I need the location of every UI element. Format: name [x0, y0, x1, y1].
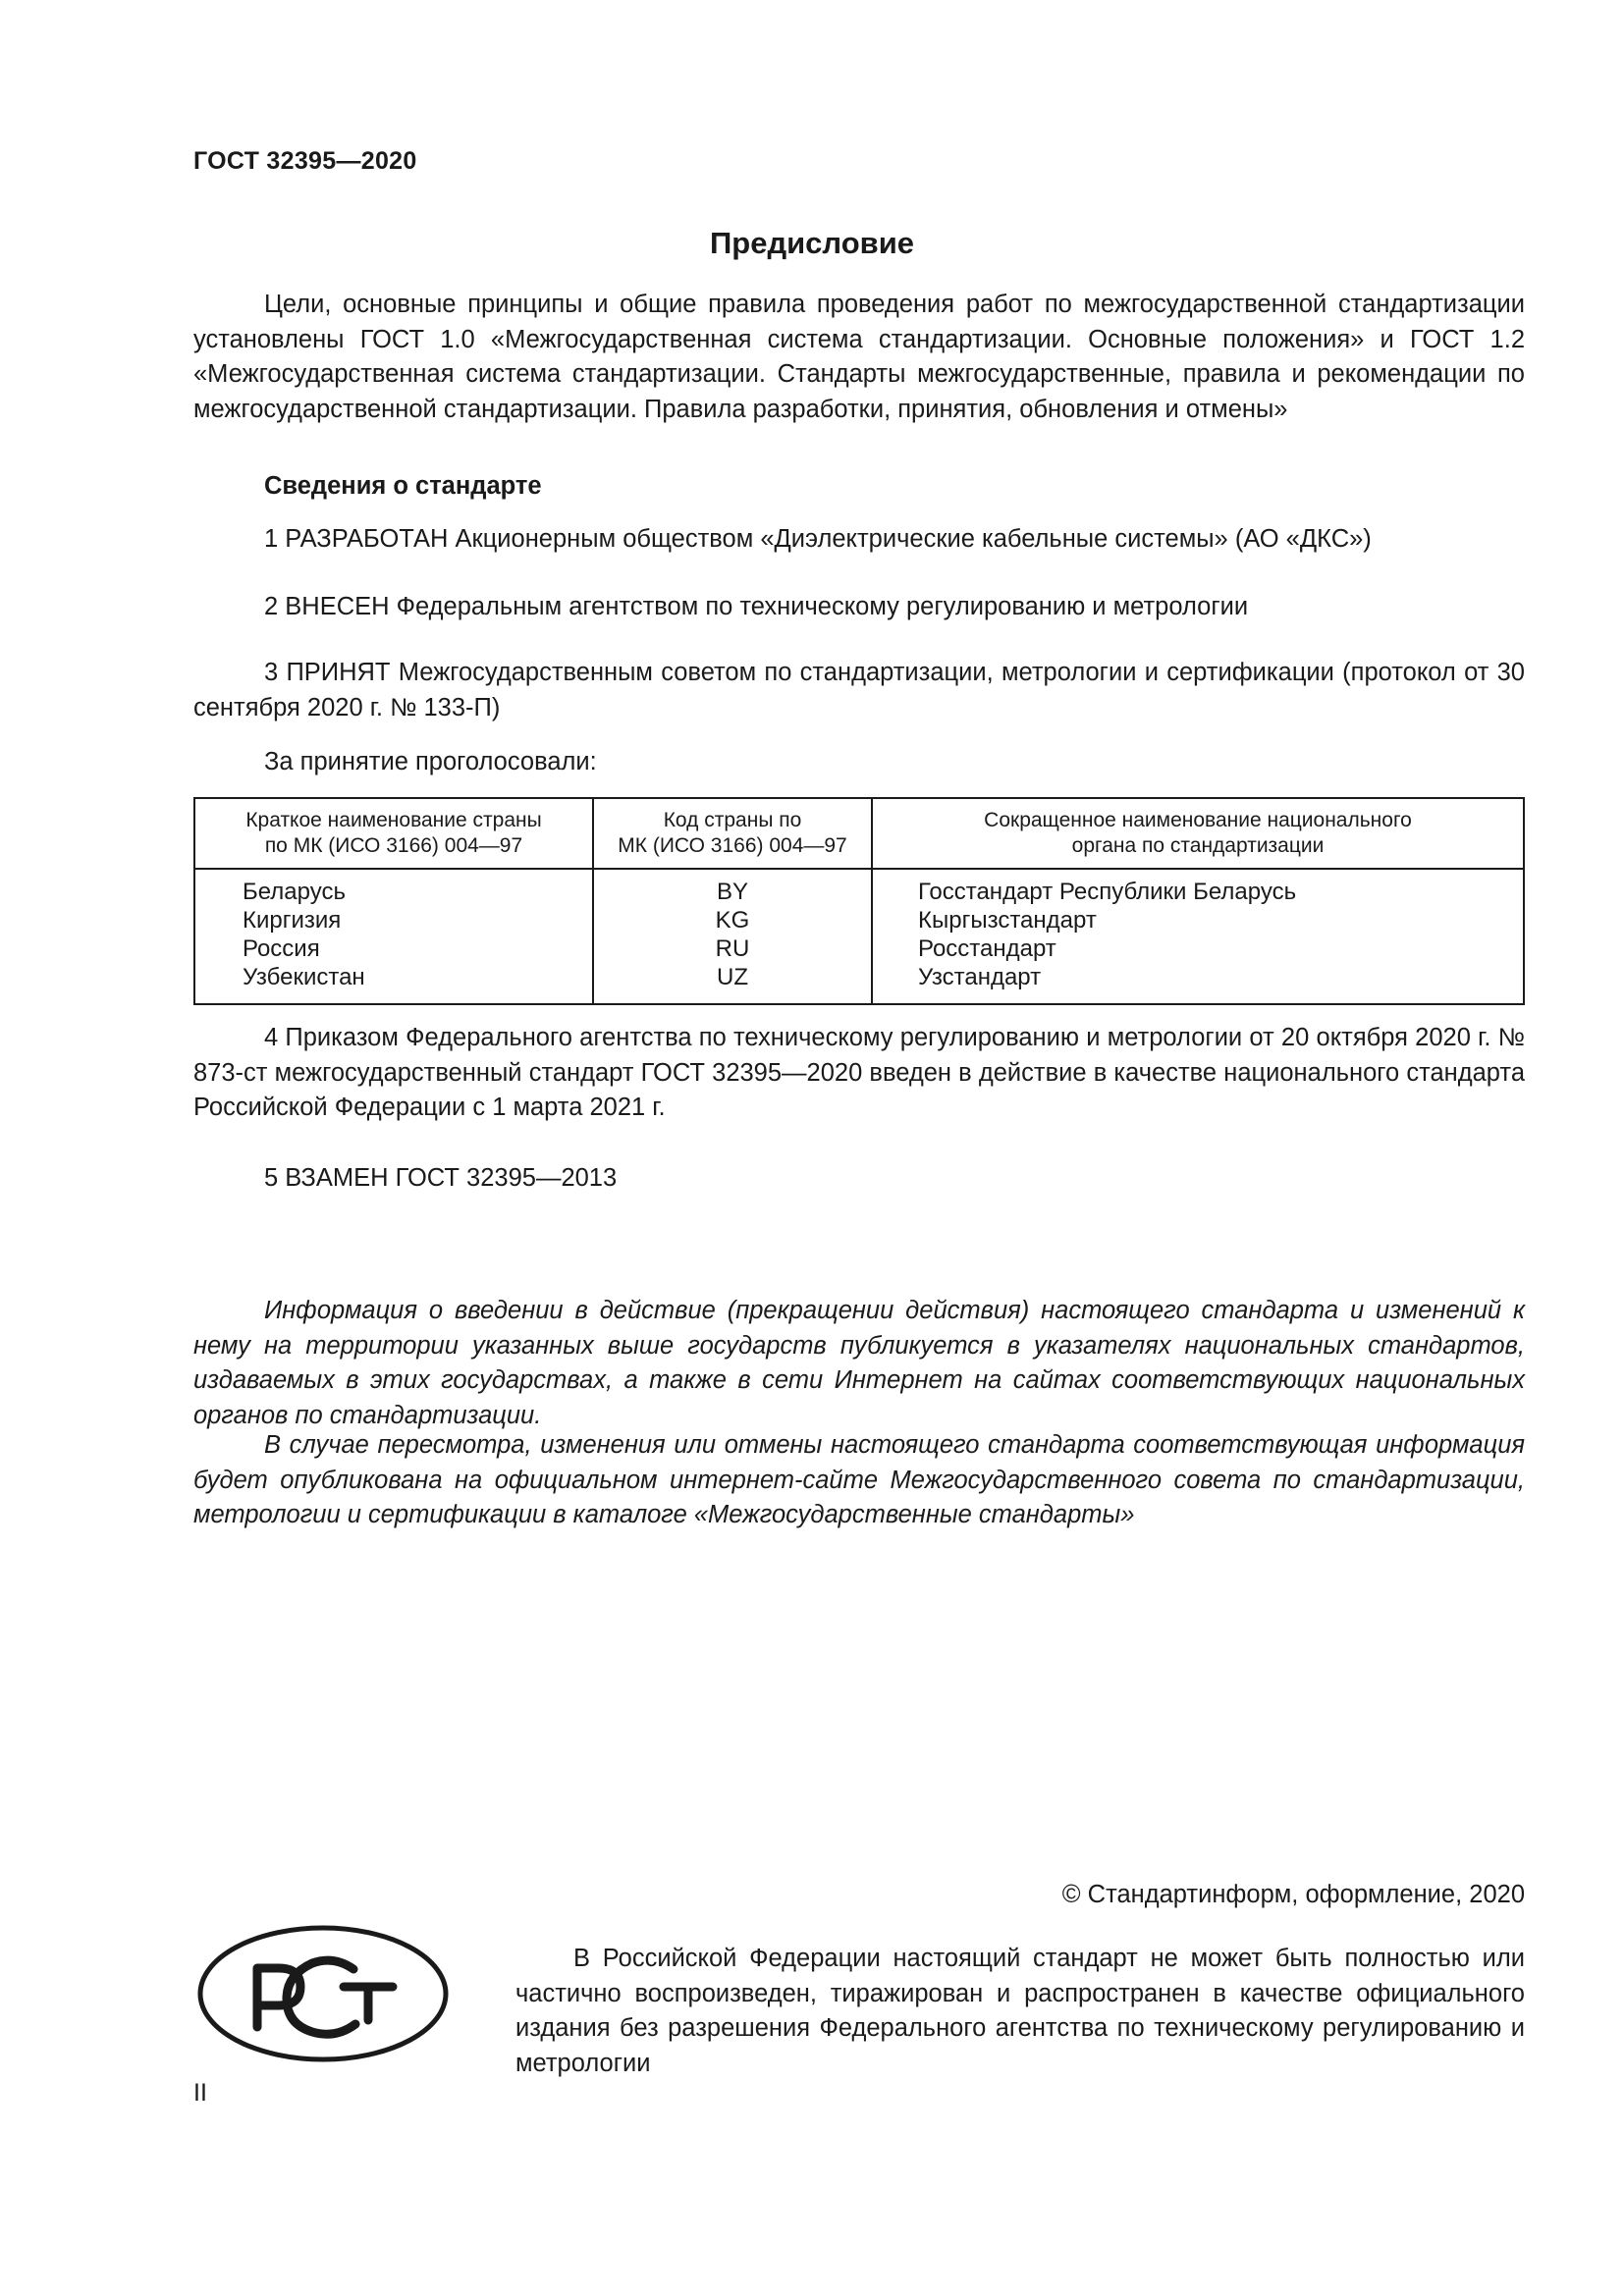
item-enacted: 4 Приказом Федерального агентства по техническому регулированию и метрологии от 20 октября 2020 г. № 873-ст межгосударственный стандарт ГОСТ 32395—2020 введен в действие в качестве национального стандарта Российской Федерации с 1 марта 2021 г. [193, 1024, 1525, 1121]
voting-countries-table [193, 797, 1525, 1005]
header-country-name: Краткое наименование страны по МК (ИСО 3166) 004—97 [194, 798, 593, 869]
national-body: Узстандарт [918, 964, 1042, 990]
code-cells [593, 869, 872, 1004]
copyright-line: © Стандартинформ, оформление, 2020 [1061, 1881, 1525, 1908]
country-name: Россия [243, 935, 320, 962]
info-paragraph-revision: В случае пересмотра, изменения или отмены настоящего стандарта соответствующая информация будет опубликована на официальном интернет-сайте Межгосударственного совета по стандартизации, метрологии и сертификации в каталоге «Межгосударственные стандарты» [193, 1431, 1525, 1528]
reproduction-notice: В Российской Федерации настоящий стандарт не может быть полностью или частично воспроизведен, тиражирован и распространен в качестве официального издания без разрешения Федерального агентства по техническому регулированию и метрологии [515, 1945, 1525, 2077]
national-body: Госстандарт Республики Беларусь [918, 879, 1297, 905]
item-developed: 1 РАЗРАБОТАН Акционерным обществом «Диэлектрические кабельные системы» (АО «ДКС») [264, 525, 1372, 553]
item-replaces: 5 ВЗАМЕН ГОСТ 32395—2013 [264, 1164, 618, 1192]
item-adopted: 3 ПРИНЯТ Межгосударственным советом по стандартизации, метрологии и сертификации (протокол от 30 сентября 2020 г. № 133-П) [193, 659, 1525, 721]
header-national-body: Сокращенное наименование национального органа по стандартизации [872, 798, 1524, 869]
national-body: Росстандарт [918, 935, 1056, 962]
table-header-row [194, 798, 1524, 869]
country-name: Беларусь [243, 879, 346, 905]
country-code: UZ [717, 964, 748, 990]
standard-code-header: ГОСТ 32395—2020 [193, 147, 417, 175]
header-country-code: Код страны по МК (ИСО 3166) 004—97 [593, 798, 872, 869]
country-code: RU [715, 935, 750, 962]
rst-certification-mark-icon [196, 1924, 450, 2063]
info-heading: Сведения о стандарте [264, 472, 542, 500]
table-row [194, 869, 1524, 1004]
body-cells [872, 869, 1524, 1004]
item-submitted: 2 ВНЕСЕН Федеральным агентством по техническому регулированию и метрологии [264, 593, 1249, 620]
national-body: Кыргызстандарт [918, 907, 1097, 934]
country-code: KG [715, 907, 750, 934]
country-code: BY [716, 879, 748, 905]
page-title: Предисловие [709, 226, 914, 260]
country-name: Узбекистан [243, 964, 365, 990]
intro-paragraph: Цели, основные принципы и общие правила проведения работ по межгосударственной стандартизации установлены ГОСТ 1.0 «Межгосударственная система стандартизации. Основные положения» и ГОСТ 1.2 «Межгосударственная система стандартизации. Стандарты межгосударственные, правила и рекомендации по межгосударственной стандартизации. Правила разработки, принятия, обновления и отмены» [193, 291, 1525, 423]
country-name: Киргизия [243, 907, 342, 934]
page-number: II [193, 2079, 207, 2107]
country-cells [194, 869, 593, 1004]
vote-intro: За принятие проголосовали: [264, 748, 597, 775]
info-paragraph-publication: Информация о введении в действие (прекращении действия) настоящего стандарта и изменений к нему на территории указанных выше государств публикуется в указателях национальных стандартов, издаваемых в этих государствах, а также в сети Интернет на сайтах соответствующих национальных органов по стандартизации. [193, 1297, 1525, 1429]
